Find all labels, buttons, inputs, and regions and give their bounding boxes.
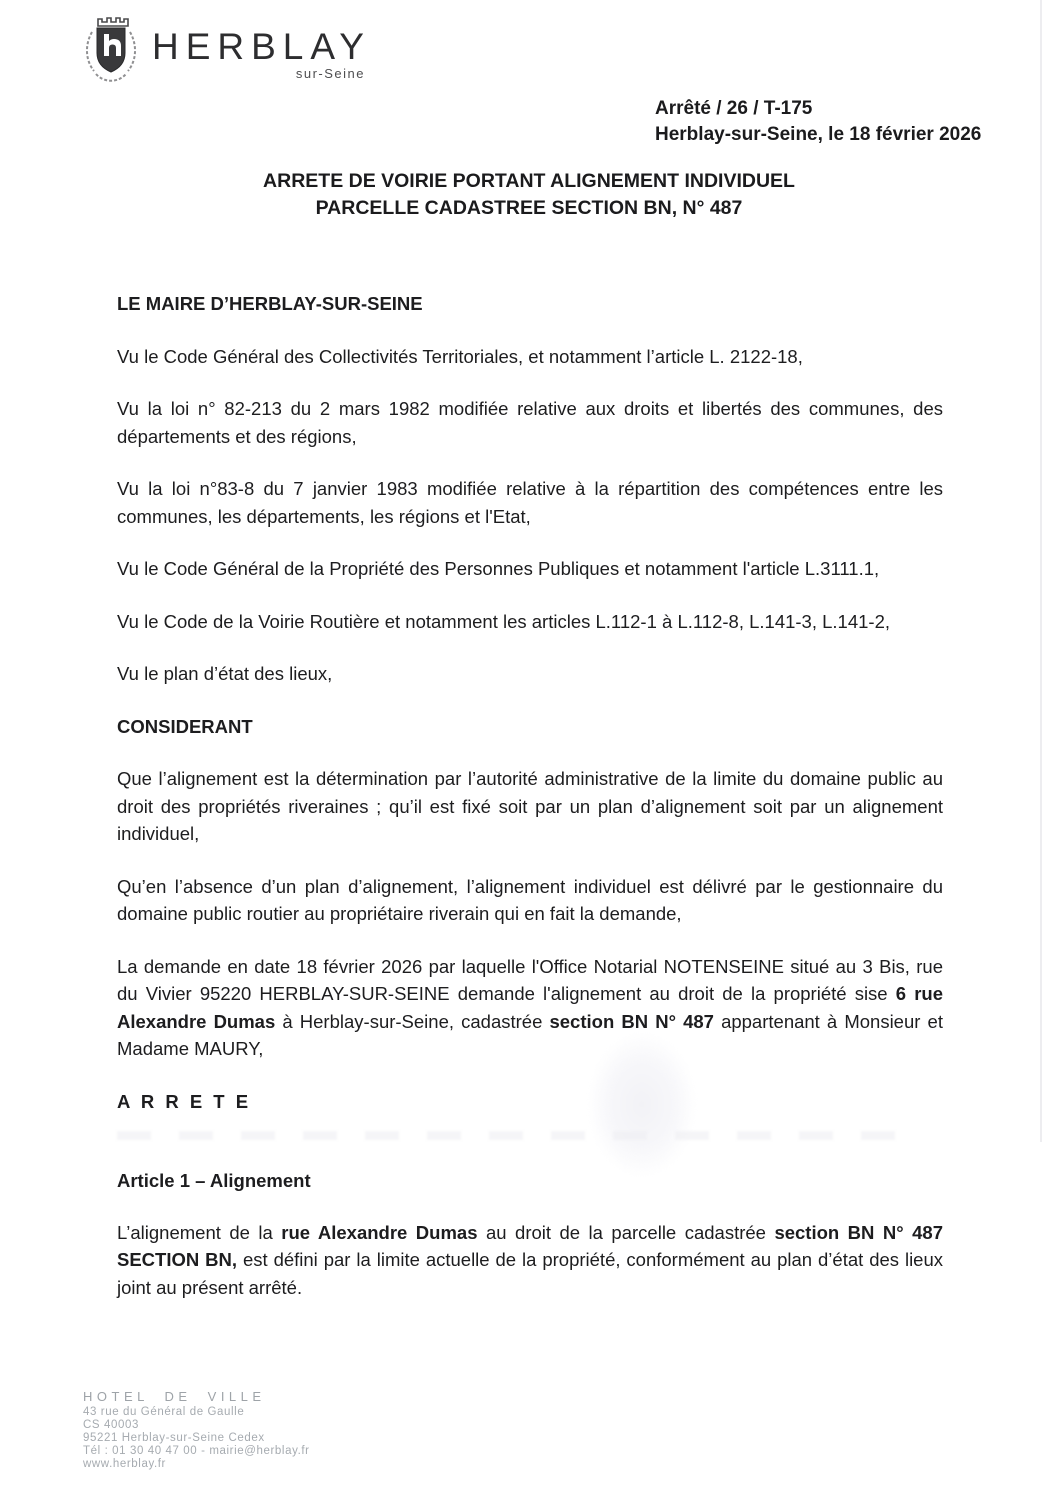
- text-segment: Vu la loi n° 82-213 du 2 mars 1982 modifiée relative aux droits et libertés des communes, des départements et des régions,: [117, 398, 943, 447]
- text-segment: Article 1 – Alignement: [117, 1170, 311, 1191]
- visa-plan-paragraph: [117, 660, 943, 688]
- text-segment: section BN N° 487 SECTION BN,: [117, 1221, 943, 1270]
- text-segment: rue Alexandre Dumas: [281, 1221, 478, 1243]
- visa-voirie-paragraph: [117, 608, 943, 636]
- footer-line: www.herblay.fr: [83, 1458, 166, 1470]
- text-segment: est défini par la limite actuelle de la propriété, conformément au plan d’état des lieux joint au présent arrêté.: [117, 1249, 944, 1298]
- footer-line: CS 40003: [83, 1419, 139, 1431]
- visa-loi-83-8-paragraph: [117, 475, 943, 530]
- text-segment: L’alignement de la: [117, 1221, 282, 1243]
- herblay-logo: [84, 14, 371, 84]
- considerant-heading: [117, 713, 943, 741]
- text-segment: La demande en date 18 février 2026 par laquelle l'Office Notarial NOTENSEINE situé au 3 Bis, rue du Vivier 95220 HERBLAY-SUR-SEINE demande l'alignement au droit de la propriété sise: [117, 955, 943, 1004]
- text-segment: Vu le Code Général de la Propriété des Personnes Publiques et notamment l'article L.3111.1,: [117, 558, 880, 579]
- logo-wordmark: [152, 14, 371, 81]
- document-body: [117, 290, 943, 1326]
- text-segment: section BN N° 487: [549, 1010, 714, 1032]
- document-title: [0, 168, 1058, 222]
- text-segment: Vu le Code de la Voirie Routière et notamment les articles L.112-1 à L.112-8, L.141-3, L.141-2,: [117, 610, 891, 632]
- text-segment: A R R E T E: [117, 1090, 252, 1112]
- considerant-absence-paragraph: [117, 873, 943, 928]
- logo-city-name: HERBLAY: [152, 26, 371, 67]
- document-title-line-2: PARCELLE CADASTREE SECTION BN, N° 487: [315, 197, 743, 219]
- article-1-heading: [117, 1167, 943, 1195]
- header-reference-block: [655, 96, 981, 148]
- footer-line: 43 rue du Général de Gaulle: [83, 1406, 245, 1418]
- herblay-coat-of-arms-icon: [84, 14, 138, 84]
- visa-loi-82-213-paragraph: [117, 395, 943, 450]
- text-segment: CONSIDERANT: [117, 715, 253, 737]
- text-segment: appartenant à Monsieur et Madame MAURY,: [117, 1010, 943, 1059]
- scan-artifact-bleedthrough-band: [117, 1131, 905, 1140]
- arrete-reference: Arrêté / 26 / T-175: [655, 98, 813, 119]
- footer-address-block: [83, 1390, 310, 1471]
- footer-line: HOTEL DE VILLE: [83, 1389, 266, 1404]
- visa-cgppp-paragraph: [117, 555, 943, 583]
- maire-heading: [117, 290, 943, 318]
- arrete-heading: [117, 1088, 943, 1116]
- place-and-date: Herblay-sur-Seine, le 18 février 2026: [655, 124, 982, 145]
- text-segment: au droit de la parcelle cadastrée: [477, 1221, 775, 1243]
- text-segment: Vu la loi n°83-8 du 7 janvier 1983 modifiée relative à la répartition des compétences entre les communes, les départements, les régions et l'Etat,: [117, 478, 943, 527]
- logo-subtitle: sur-Seine: [295, 66, 365, 81]
- text-segment: Qu’en l’absence d’un plan d’alignement, l’alignement individuel est délivré par le gestionnaire du domaine public routier au propriétaire riverain qui en fait la demande,: [117, 875, 943, 924]
- footer-line: Tél : 01 30 40 47 00 - mairie@herblay.fr: [83, 1445, 310, 1457]
- document-title-line-1: ARRETE DE VOIRIE PORTANT ALIGNEMENT INDIVIDUEL: [263, 170, 795, 192]
- text-segment: à Herblay-sur-Seine, cadastrée: [275, 1010, 550, 1032]
- text-segment: 6 rue Alexandre Dumas: [117, 983, 943, 1032]
- considerant-alignement-paragraph: [117, 765, 943, 848]
- footer-line: 95221 Herblay-sur-Seine Cedex: [83, 1432, 265, 1444]
- scan-artifact-blob: [588, 1032, 696, 1177]
- article-1-paragraph: [117, 1219, 943, 1302]
- text-segment: Vu le Code Général des Collectivités Territoriales, et notamment l’article L. 2122-18,: [117, 345, 803, 367]
- demande-paragraph: [117, 953, 943, 1063]
- text-segment: Vu le plan d’état des lieux,: [117, 663, 333, 684]
- scan-artifact-vertical-line: [1040, 0, 1042, 1142]
- text-segment: Que l’alignement est la détermination par l’autorité administrative de la limite du domaine public au droit des propriétés riveraines ; qu’il est fixé soit par un plan d’alignement soit par un alignement individuel,: [117, 768, 943, 844]
- visa-cgct-paragraph: [117, 343, 943, 371]
- text-segment: LE MAIRE D’HERBLAY-SUR-SEINE: [117, 293, 423, 314]
